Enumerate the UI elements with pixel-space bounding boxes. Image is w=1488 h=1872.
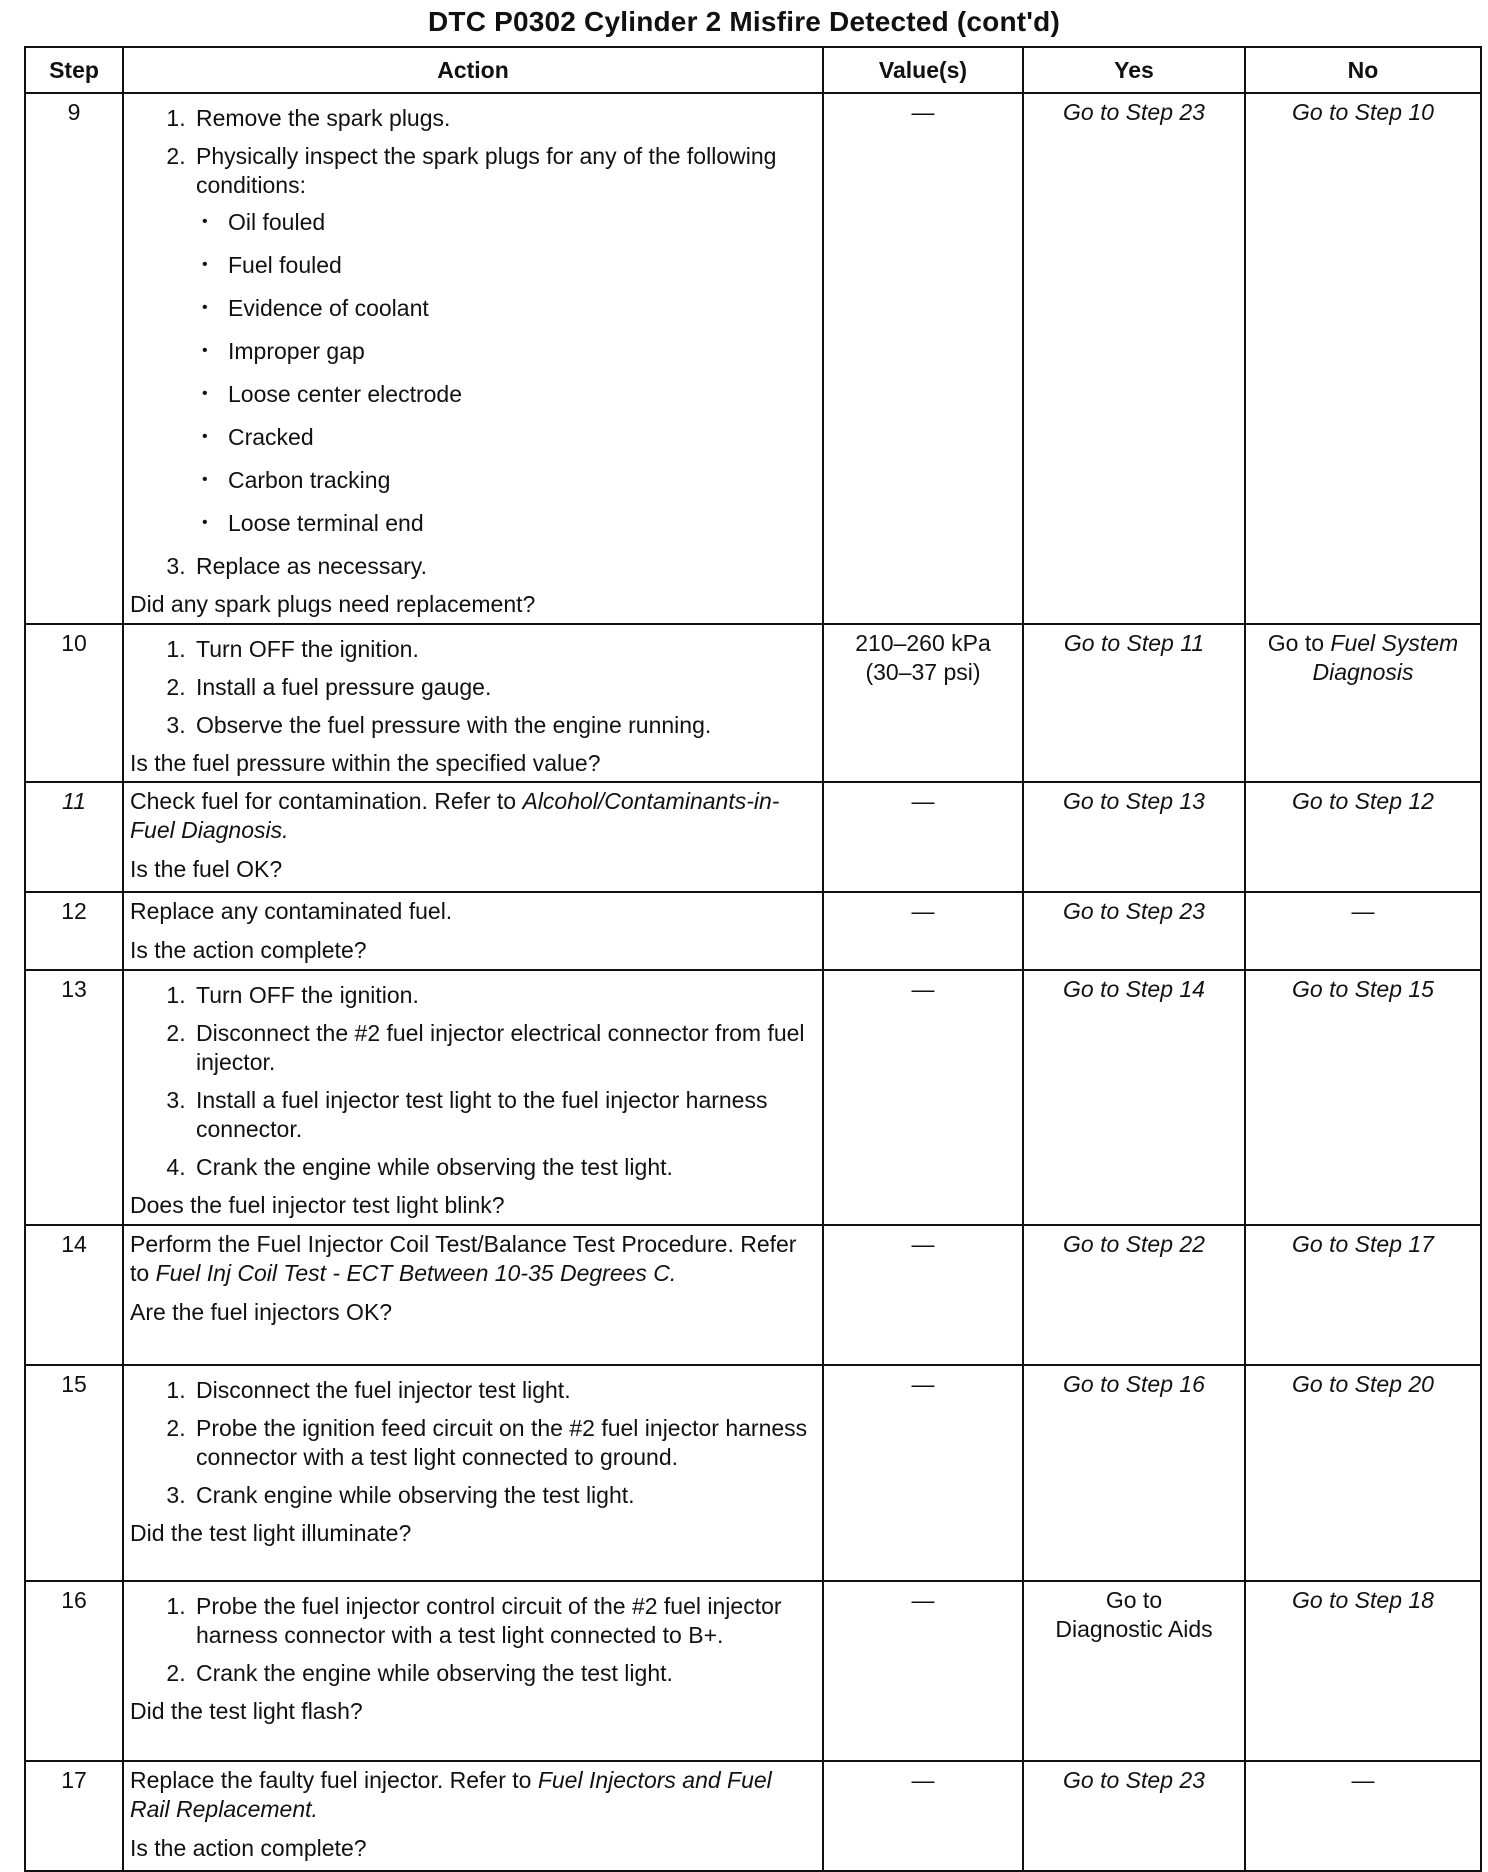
condition-item: • Oil fouled: [228, 208, 816, 237]
no-cell: —: [1245, 892, 1481, 970]
action-step: 2. Probe the ignition feed circuit on the #2 fuel injector harness connector with a test light connected to ground.: [192, 1414, 816, 1472]
action-step: 1. Turn OFF the ignition.: [192, 981, 816, 1010]
action-step: 1. Turn OFF the ignition.: [192, 635, 816, 664]
action-text-plain: Check fuel for contamination. Refer to: [130, 788, 517, 815]
condition-item: • Evidence of coolant: [228, 294, 816, 323]
header-value: Value(s): [823, 47, 1023, 93]
no-cell: Go to Step 12: [1245, 782, 1481, 892]
no-cell: Go to Step 10: [1245, 93, 1481, 624]
action-cell: [123, 1761, 823, 1871]
action-step: 2. Disconnect the #2 fuel injector electrical connector from fuel injector.: [192, 1019, 816, 1077]
step-number: 15: [25, 1365, 123, 1581]
step-number: 16: [25, 1581, 123, 1761]
action-step: 3. Install a fuel injector test light to the fuel injector harness connector.: [192, 1086, 816, 1144]
action-question: Is the action complete?: [130, 1835, 367, 1862]
header-yes: Yes: [1023, 47, 1245, 93]
no-prefix: Go to: [1267, 629, 1325, 656]
table-row-step-17: [25, 1761, 1481, 1871]
value-cell: —: [823, 1365, 1023, 1581]
action-text-plain: Replace the faulty fuel injector. Refer to: [130, 1767, 532, 1794]
action-steps: [130, 1592, 816, 1688]
action-question: Does the fuel injector test light blink?: [130, 1192, 505, 1219]
action-question: Are the fuel injectors OK?: [130, 1299, 393, 1326]
action-step: 1. Remove the spark plugs.: [192, 104, 816, 133]
action-step: 2. Crank the engine while observing the test light.: [192, 1659, 816, 1688]
action-cell: [123, 93, 823, 624]
step-number: 17: [25, 1761, 123, 1871]
yes-line: Diagnostic Aids: [1055, 1616, 1213, 1643]
header-no: No: [1245, 47, 1481, 93]
table-row-step-13: [25, 970, 1481, 1225]
yes-cell: Go to Step 13: [1023, 782, 1245, 892]
table-header-row: [25, 47, 1481, 93]
no-cell: —: [1245, 1761, 1481, 1871]
action-question: Is the fuel OK?: [130, 856, 283, 883]
action-text: [130, 1766, 816, 1824]
yes-cell: Go to Step 11: [1023, 624, 1245, 783]
action-step: [192, 142, 816, 538]
yes-cell: [1023, 1581, 1245, 1761]
table-row-step-15: [25, 1365, 1481, 1581]
diagnostic-table: [24, 46, 1482, 1872]
value-cell: —: [823, 1581, 1023, 1761]
action-reference: Fuel Injectors and Fuel Rail Replacement.: [130, 1767, 772, 1823]
condition-item: • Carbon tracking: [228, 466, 816, 495]
condition-item: • Cracked: [228, 423, 816, 452]
table-row-step-9: [25, 93, 1481, 624]
action-step: 4. Crank the engine while observing the test light.: [192, 1153, 816, 1182]
table-row-step-16: [25, 1581, 1481, 1761]
action-cell: [123, 782, 823, 892]
action-steps: [130, 635, 816, 740]
value-cell: —: [823, 1225, 1023, 1365]
table-row-step-10: [25, 624, 1481, 783]
condition-item: • Loose center electrode: [228, 380, 816, 409]
step-number: 10: [25, 624, 123, 783]
no-cell: Go to Step 15: [1245, 970, 1481, 1225]
action-question: Did the test light illuminate?: [130, 1520, 412, 1547]
action-text: [130, 1230, 816, 1288]
table-row-step-11: [25, 782, 1481, 892]
action-steps: [130, 981, 816, 1182]
action-step: 3. Observe the fuel pressure with the engine running.: [192, 711, 816, 740]
action-steps: [130, 104, 816, 581]
action-step: 3. Crank engine while observing the test light.: [192, 1481, 816, 1510]
table-row-step-14: [25, 1225, 1481, 1365]
action-text-plain: Perform the Fuel Injector Coil Test/Balance Test Procedure. Refer to: [130, 1231, 797, 1287]
step-number: 13: [25, 970, 123, 1225]
action-step: 1. Probe the fuel injector control circuit of the #2 fuel injector harness connector with a test light connected to B+.: [192, 1592, 816, 1650]
action-text: [130, 787, 816, 845]
no-link: Fuel System Diagnosis: [1312, 629, 1459, 685]
action-cell: [123, 1581, 823, 1761]
action-cell: [123, 624, 823, 783]
no-cell: Go to Step 17: [1245, 1225, 1481, 1365]
step-number: 12: [25, 892, 123, 970]
value-line: 210–260 kPa: [855, 629, 991, 656]
condition-item: • Improper gap: [228, 337, 816, 366]
action-question: Is the fuel pressure within the specified value?: [130, 749, 601, 776]
action-question: Did any spark plugs need replacement?: [130, 590, 536, 617]
value-cell: —: [823, 782, 1023, 892]
value-cell: —: [823, 1761, 1023, 1871]
yes-line: Go to: [1105, 1587, 1163, 1614]
action-text: Replace any contaminated fuel.: [130, 898, 453, 925]
value-cell: —: [823, 970, 1023, 1225]
action-steps: [130, 1376, 816, 1510]
action-reference: Fuel Inj Coil Test - ECT Between 10-35 Degrees C.: [155, 1260, 677, 1287]
yes-cell: Go to Step 16: [1023, 1365, 1245, 1581]
page-title: DTC P0302 Cylinder 2 Misfire Detected (cont'd): [427, 6, 1060, 37]
action-cell: [123, 970, 823, 1225]
action-cell: [123, 1225, 823, 1365]
action-question: Did the test light flash?: [130, 1698, 363, 1725]
yes-cell: Go to Step 23: [1023, 1761, 1245, 1871]
step-number: 14: [25, 1225, 123, 1365]
value-cell: —: [823, 93, 1023, 624]
action-step: 1. Disconnect the fuel injector test light.: [192, 1376, 816, 1405]
value-cell: [823, 624, 1023, 783]
table-row-step-12: [25, 892, 1481, 970]
condition-list: [196, 208, 816, 538]
no-cell: Go to Step 20: [1245, 1365, 1481, 1581]
action-cell: [123, 892, 823, 970]
header-step: Step: [25, 47, 123, 93]
action-reference: Alcohol/Contaminants-in-Fuel Diagnosis.: [130, 788, 780, 844]
action-cell: [123, 1365, 823, 1581]
condition-item: • Loose terminal end: [228, 509, 816, 538]
yes-cell: Go to Step 23: [1023, 892, 1245, 970]
value-cell: —: [823, 892, 1023, 970]
no-cell: Go to Step 18: [1245, 1581, 1481, 1761]
value-line: (30–37 psi): [865, 658, 981, 685]
action-step: 3. Replace as necessary.: [192, 552, 816, 581]
condition-item: • Fuel fouled: [228, 251, 816, 280]
action-step-text: Physically inspect the spark plugs for any of the following conditions:: [196, 142, 777, 198]
step-number: 11: [25, 782, 123, 892]
action-step: 2. Install a fuel pressure gauge.: [192, 673, 816, 702]
yes-cell: Go to Step 23: [1023, 93, 1245, 624]
no-cell: [1245, 624, 1481, 783]
step-number: 9: [25, 93, 123, 624]
action-question: Is the action complete?: [130, 937, 367, 964]
header-action: Action: [123, 47, 823, 93]
yes-cell: Go to Step 14: [1023, 970, 1245, 1225]
yes-cell: Go to Step 22: [1023, 1225, 1245, 1365]
